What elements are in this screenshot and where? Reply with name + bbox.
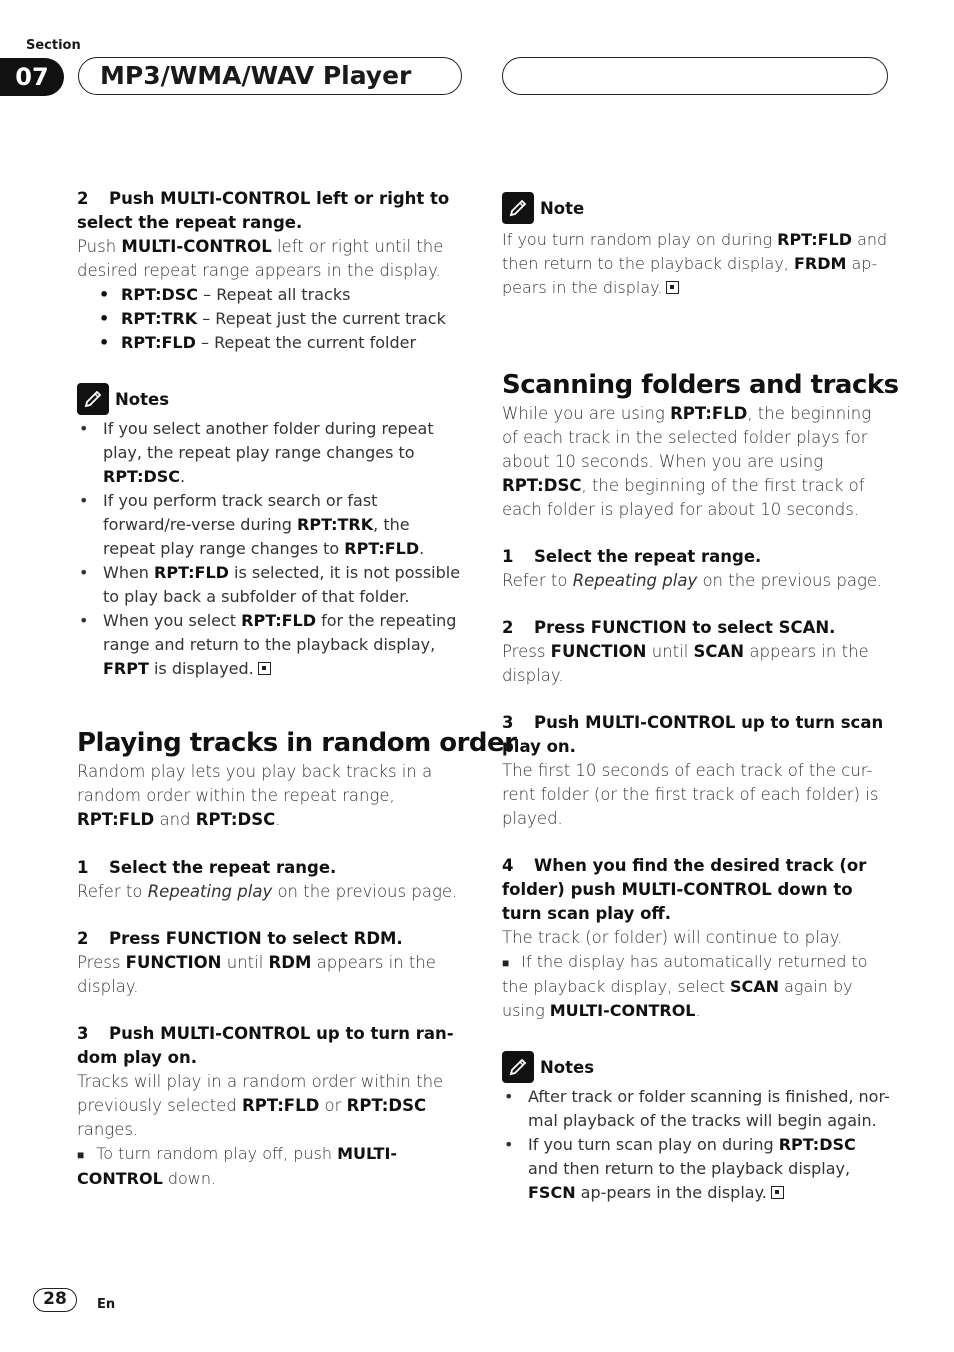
list-item: • When RPT:FLD is selected, it is not possible to play back a subfolder of that folder. xyxy=(77,561,465,609)
notes-header xyxy=(502,1051,890,1083)
random-step-3-heading: 3 Push MULTI-CONTROL up to turn ran-dom play on. xyxy=(77,1024,454,1067)
scan-step-1-body: Refer to Repeating play on the previous page. xyxy=(502,571,883,590)
list-item: • If you turn scan play on during RPT:DSC and then return to the playback display, FSCN ap-pears in the display. xyxy=(502,1133,890,1205)
page-number: 28 xyxy=(33,1288,77,1312)
section-label: Section xyxy=(26,38,81,53)
list-item: • RPT:FLD – Repeat the current folder xyxy=(77,331,465,355)
pencil-icon xyxy=(502,1051,534,1083)
step-2-heading: 2 Push MULTI-CONTROL left or right to select the repeat range. xyxy=(77,189,450,232)
list-item: • When you select RPT:FLD for the repeating range and return to the playback display, FRPT is displayed. xyxy=(77,609,465,681)
note-header xyxy=(502,192,890,224)
random-step-2-heading: 2 Press FUNCTION to select RDM. xyxy=(77,929,403,948)
random-step-3-tip: ■ To turn random play off, push MULTI-CONTROL down. xyxy=(77,1144,398,1188)
scan-step-3-heading: 3 Push MULTI-CONTROL up to turn scan play on. xyxy=(502,713,884,756)
header-right-frame xyxy=(502,57,888,95)
end-mark-icon xyxy=(666,281,679,294)
note-body: If you turn random play on during RPT:FLD and then return to the playback display, FRDM ap-pears in the display. xyxy=(502,230,888,297)
pencil-icon xyxy=(77,383,109,415)
random-step-1-heading: 1 Select the repeat range. xyxy=(77,858,337,877)
left-column xyxy=(77,187,465,681)
notes-header xyxy=(77,383,465,415)
scan-step-4-body: The track (or folder) will continue to play. xyxy=(502,928,843,947)
random-step-3-body: Tracks will play in a random order within the previously selected RPT:FLD or RPT:DSC ranges. xyxy=(77,1072,444,1139)
notes-list xyxy=(502,1085,890,1205)
repeat-range-list xyxy=(77,283,465,355)
scan-step-3-body: The first 10 seconds of each track of the cur-rent folder (or the first track of each folder) is played. xyxy=(502,761,879,828)
scan-step-2-body: Press FUNCTION until SCAN appears in the display. xyxy=(502,642,869,685)
list-item: • RPT:DSC – Repeat all tracks xyxy=(77,283,465,307)
section-number-badge: 07 xyxy=(0,58,64,96)
end-mark-icon xyxy=(258,662,271,675)
scan-section xyxy=(502,368,899,1205)
scan-step-4-tip: ■ If the display has automatically returned to the playback display, select SCAN again by using MULTI-CONTROL. xyxy=(502,952,868,1020)
scan-intro: While you are using RPT:FLD, the beginning of each track in the selected folder plays for about 10 seconds. When you are using RPT:DSC, the beginning of the first track of each folder is played for about 10 seconds. xyxy=(502,404,872,519)
list-item: • RPT:TRK – Repeat just the current track xyxy=(77,307,465,331)
scan-step-2-heading: 2 Press FUNCTION to select SCAN. xyxy=(502,618,836,637)
notes-title: Notes xyxy=(115,389,170,409)
list-item: • If you perform track search or fast forward/re-verse during RPT:TRK, the repeat play range changes to RPT:FLD. xyxy=(77,489,465,561)
scan-step-4-heading: 4 When you find the desired track (or folder) push MULTI-CONTROL down to turn scan play off. xyxy=(502,856,867,923)
random-step-2-body: Press FUNCTION until RDM appears in the display. xyxy=(77,953,436,996)
notes-title: Notes xyxy=(540,1057,595,1077)
step-2-body: Push MULTI-CONTROL left or right until the desired repeat range appears in the display. xyxy=(77,237,444,280)
right-column xyxy=(502,192,890,300)
list-item: • After track or folder scanning is finished, nor-mal playback of the tracks will begin again. xyxy=(502,1085,890,1133)
random-heading: Playing tracks in random order xyxy=(77,728,517,758)
scan-step-1-heading: 1 Select the repeat range. xyxy=(502,547,762,566)
random-intro: Random play lets you play back tracks in a random order within the repeat range, RPT:FLD and RPT:DSC. xyxy=(77,762,433,829)
notes-list xyxy=(77,417,465,681)
end-mark-icon xyxy=(771,1186,784,1199)
random-step-1-body: Refer to Repeating play on the previous page. xyxy=(77,882,458,901)
language-code: En xyxy=(97,1297,116,1312)
note-title: Note xyxy=(540,198,585,218)
page-title: MP3/WMA/WAV Player xyxy=(100,61,412,90)
scan-heading: Scanning folders and tracks xyxy=(502,370,899,400)
list-item: • If you select another folder during repeat play, the repeat play range changes to RPT:DSC. xyxy=(77,417,465,489)
random-section xyxy=(77,726,517,1191)
pencil-icon xyxy=(502,192,534,224)
